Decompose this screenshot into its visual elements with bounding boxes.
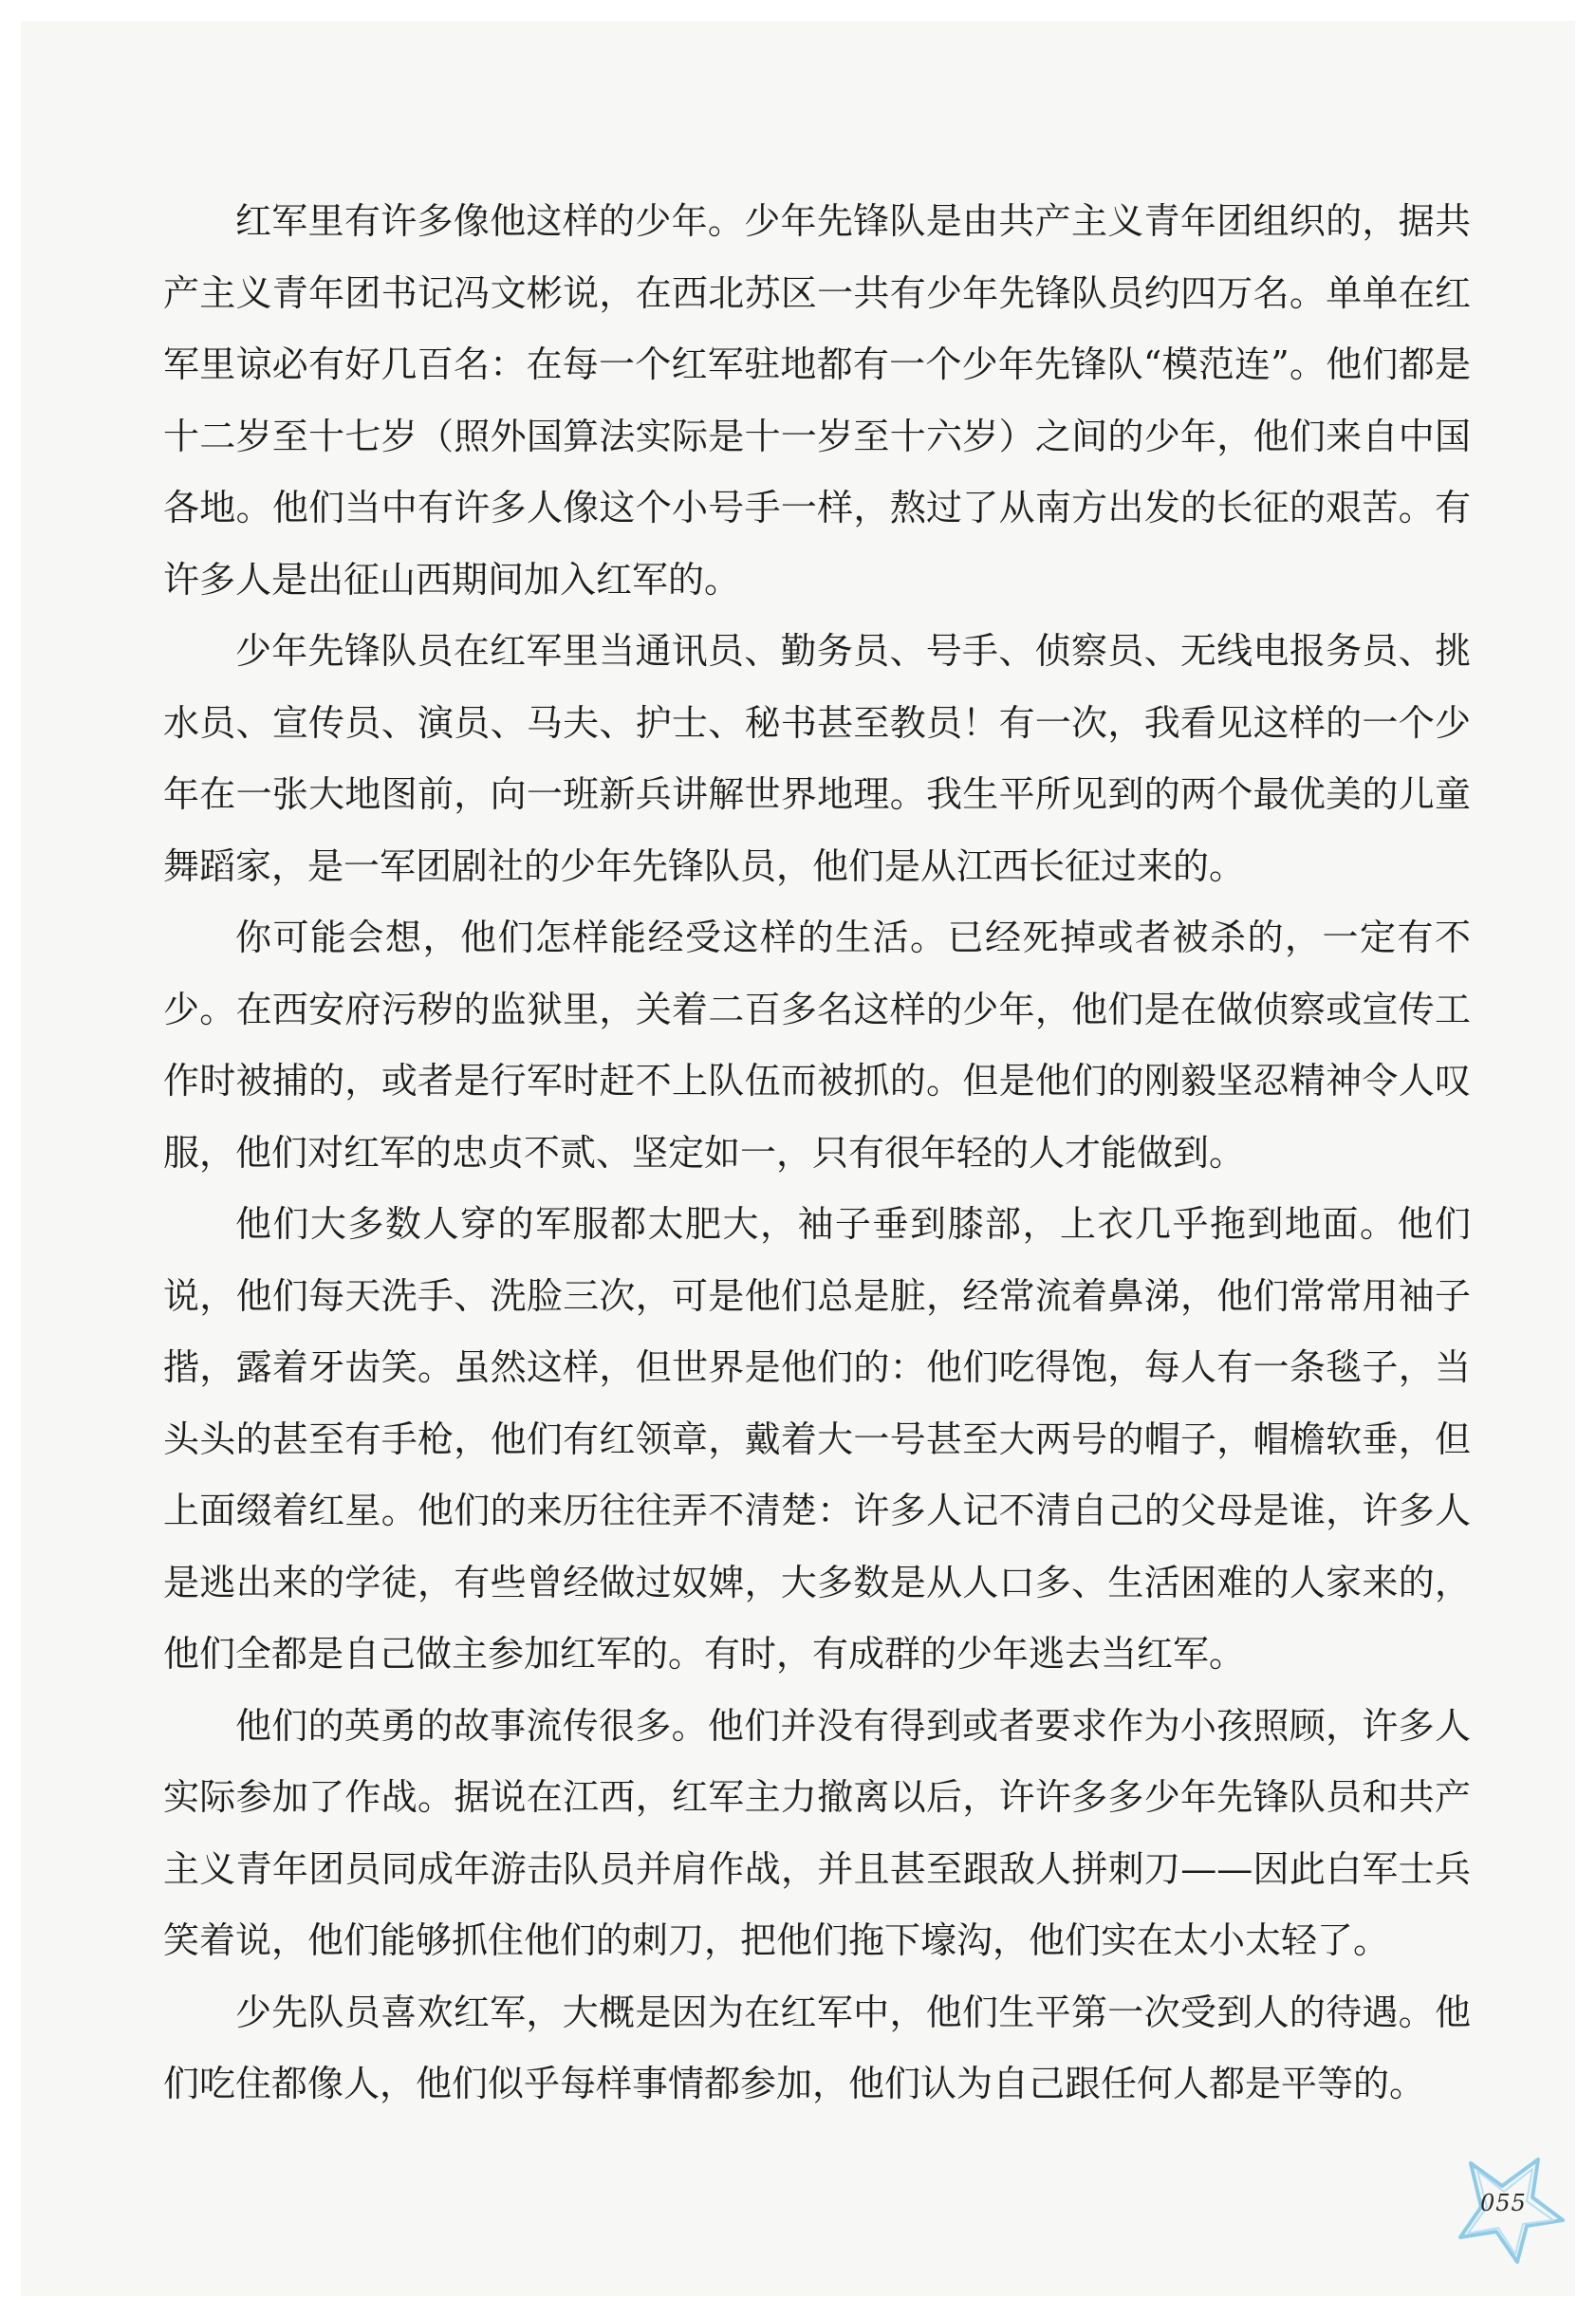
paragraph-4: 他们大多数人穿的军服都太肥大，袖子垂到膝部，上衣几乎拖到地面。他们说，他们每天洗手、洗脸三次，可是他们总是脏，经常流着鼻涕，他们常常用袖子揩，露着牙齿笑。虽然这样，但世界是他们的：他们吃得饱，每人有一条毯子，当头头的甚至有手枪，他们有红领章，戴着大一号甚至大两号的帽子，帽檐软垂，但上面缀着红星。他们的来历往往弄不清楚：许多人记不清自己的父母是谁，许多人是逃出来的学徒，有些曾经做过奴婢，大多数是从人口多、生活困难的人家来的，他们全都是自己做主参加红军的。有时，有成群的少年逃去当红军。 bbox=[163, 1203, 1471, 1675]
book-page bbox=[21, 21, 1575, 2296]
paragraph-2: 少年先锋队员在红军里当通讯员、勤务员、号手、侦察员、无线电报务员、挑水员、宣传员、演员、马夫、护士、秘书甚至教员！有一次，我看见这样的一个少年在一张大地图前，向一班新兵讲解世界地理。我生平所见到的两个最优美的儿童舞蹈家，是一军团剧社的少年先锋队员，他们是从江西长征过来的。 bbox=[163, 630, 1471, 887]
paragraph-3: 你可能会想，他们怎样能经受这样的生活。已经死掉或者被杀的，一定有不少。在西安府污秽的监狱里，关着二百多名这样的少年，他们是在做侦察或宣传工作时被捕的，或者是行军时赶不上队伍而被抓的。但是他们的刚毅坚忍精神令人叹服，他们对红军的忠贞不贰、坚定如一，只有很年轻的人才能做到。 bbox=[163, 917, 1471, 1174]
paragraph-6: 少先队员喜欢红军，大概是因为在红军中，他们生平第一次受到人的待遇。他们吃住都像人，他们似乎每样事情都参加，他们认为自己跟任何人都是平等的。 bbox=[163, 1991, 1471, 2104]
paragraph-5: 他们的英勇的故事流传很多。他们并没有得到或者要求作为小孩照顾，许多人实际参加了作战。据说在江西，红军主力撤离以后，许许多多少年先锋队员和共产主义青年团员同成年游击队员并肩作战，并且甚至跟敌人拼刺刀——因此白军士兵笑着说，他们能够抓住他们的刺刀，把他们拖下壕沟，他们实在太小太轻了。 bbox=[163, 1704, 1471, 1961]
page-number: 055 bbox=[1480, 2190, 1527, 2216]
paragraph-1: 红军里有许多像他这样的少年。少年先锋队是由共产主义青年团组织的，据共产主义青年团书记冯文彬说，在西北苏区一共有少年先锋队员约四万名。单单在红军里谅必有好几百名：在每一个红军驻地都有一个少年先锋队“模范连”。他们都是十二岁至十七岁（照外国算法实际是十一岁至十六岁）之间的少年，他们来自中国各地。他们当中有许多人像这个小号手一样，熬过了从南方出发的长征的艰苦。有许多人是出征山西期间加入红军的。 bbox=[163, 200, 1471, 601]
body-text bbox=[163, 186, 1471, 2121]
